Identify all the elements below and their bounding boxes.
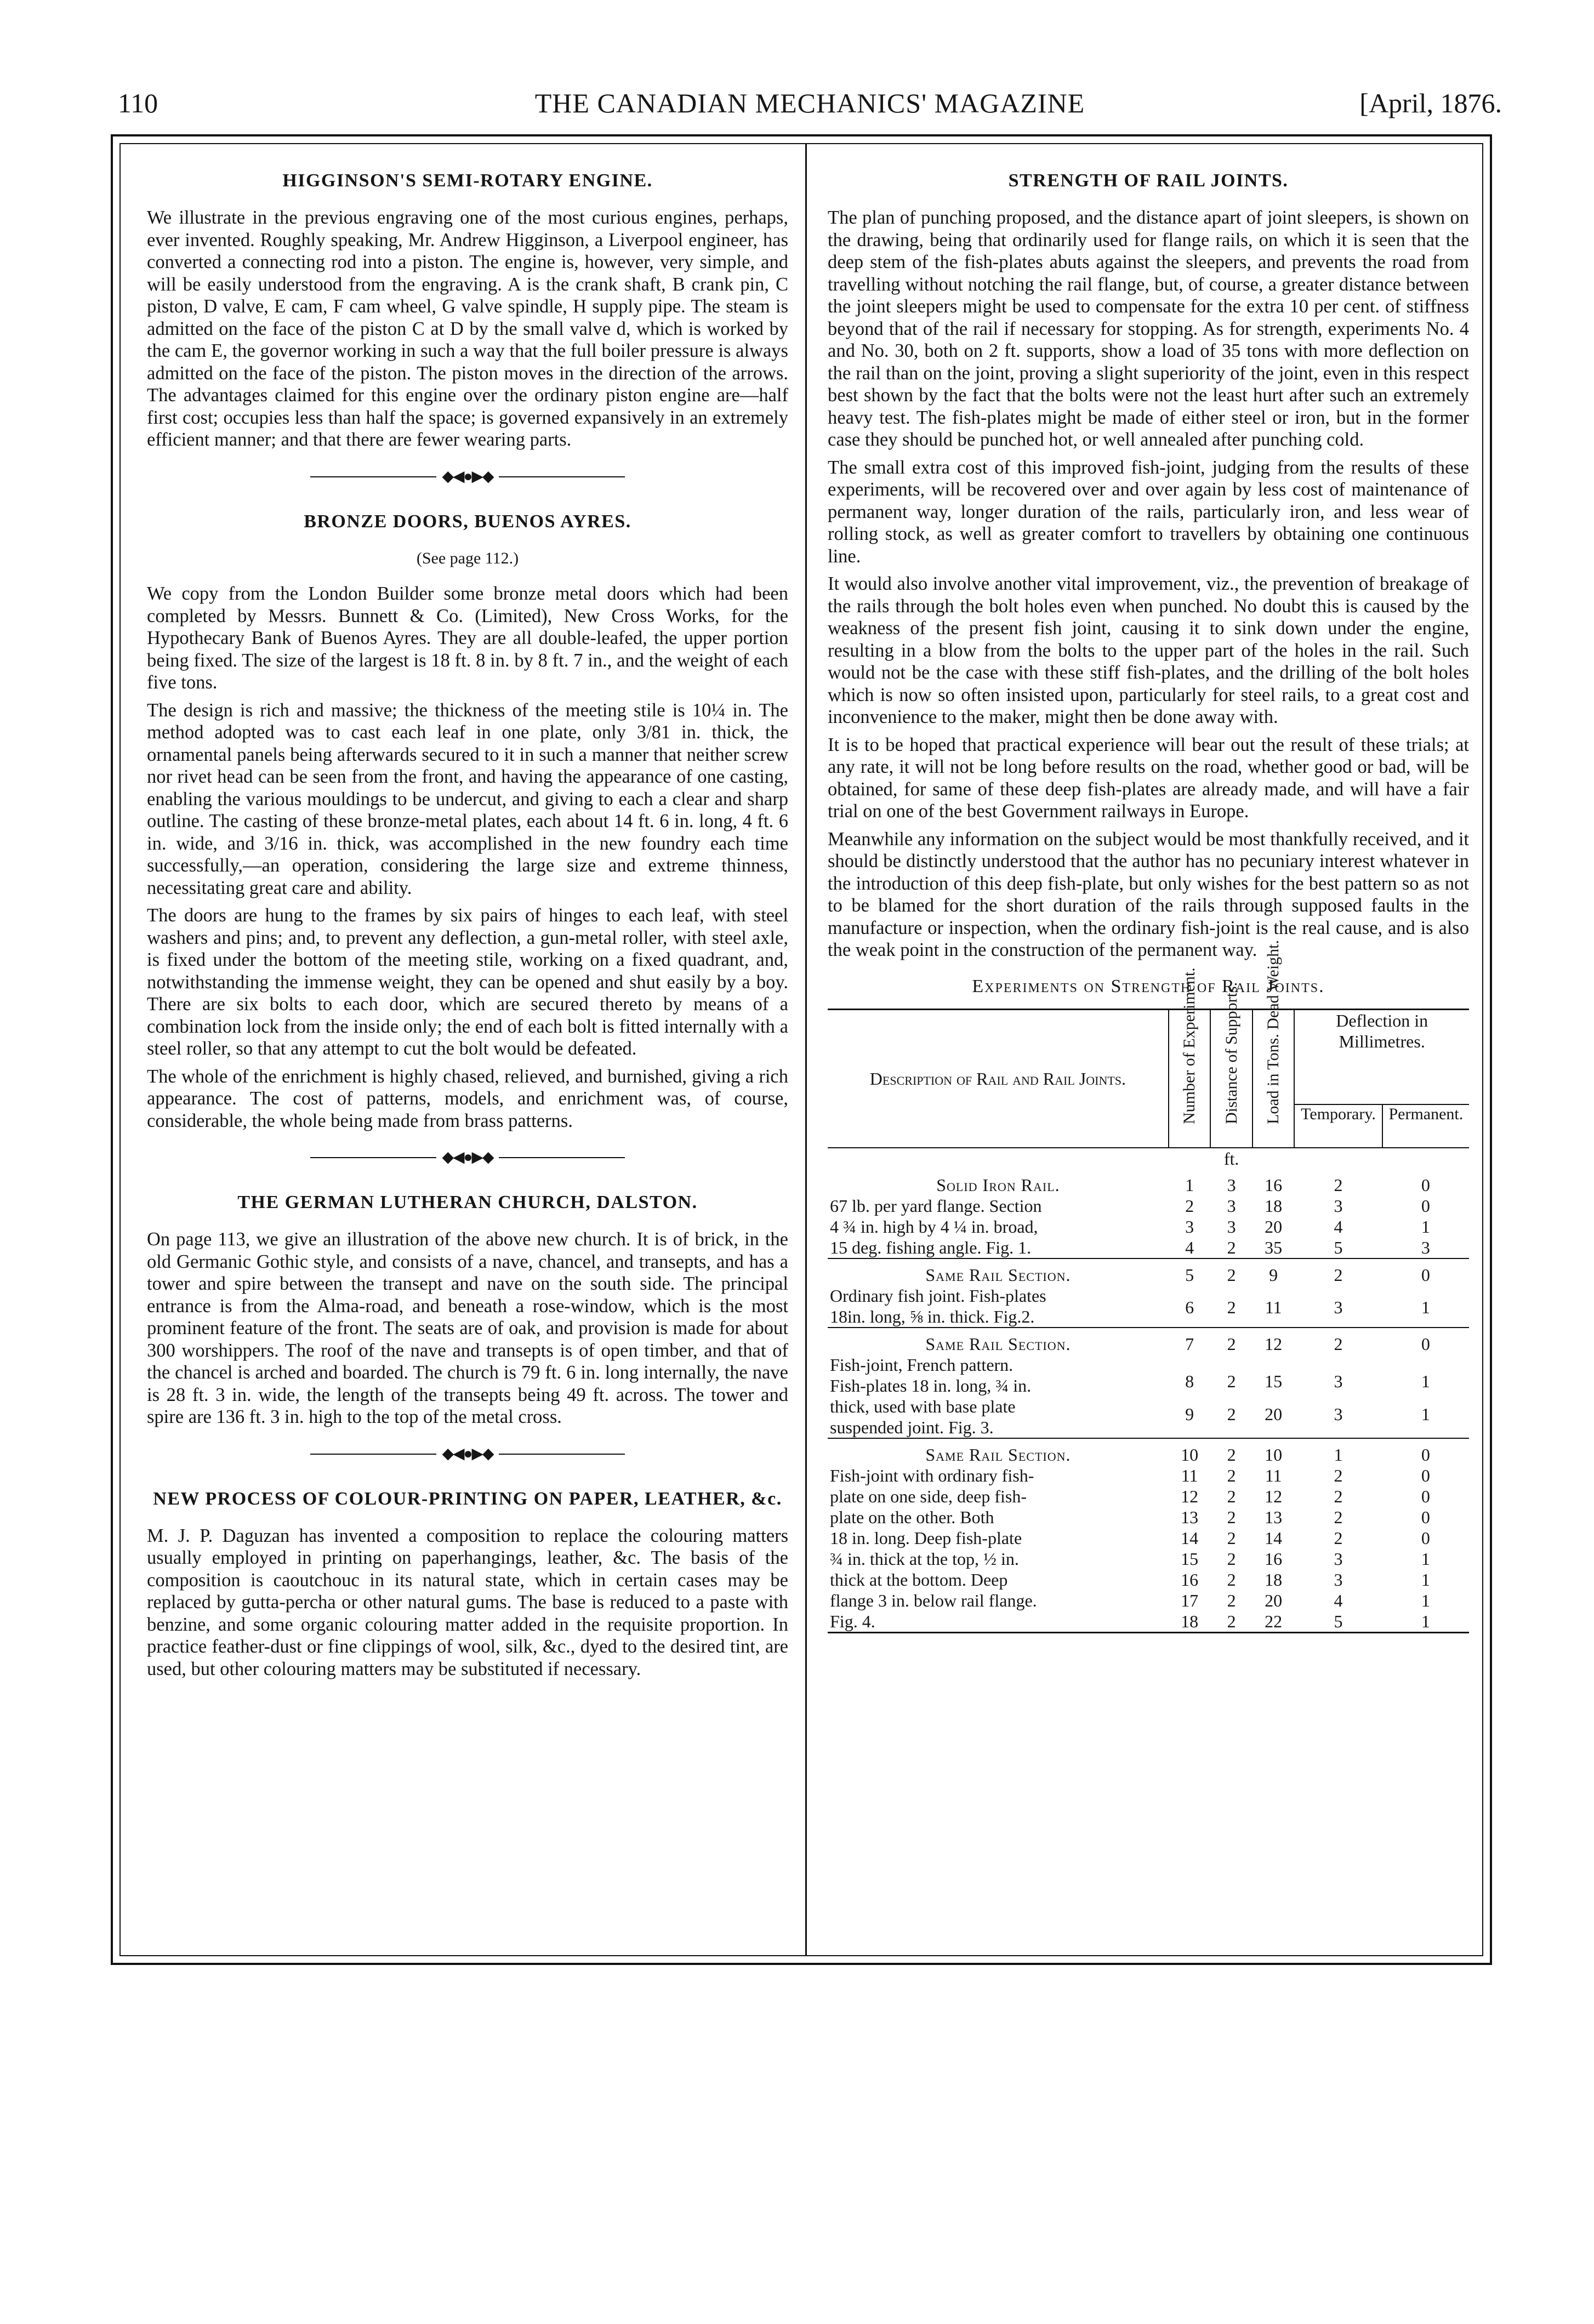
distance-header: Distance of Supports. <box>1210 1010 1253 1148</box>
article-paragraph: We illustrate in the previous engraving one of the most curious engines, perhaps, ever invented. Roughly speaking, Mr. Andrew Higginson, a Liverpool engineer, has converted a connecting rod into a piston. The engine is, however, very simple, and will be easily understood from the engraving. A is the crank shaft, B crank pin, C piston, D valve, E cam, F cam wheel, G valve spindle, H supply pipe. The steam is admitted on the face of the piston C at D by the small valve d, which is worked by the cam E, the governor working in such a way that the full boiler pressure is always admitted on the face of the piston. The piston moves in the direction of the arrows. The advantages claimed for this engine over the ordinary piston engine are—half first cost; occupies less than half the space; is governed expansively in an extremely efficient manner; and that there are fewer wearing parts. <box>147 207 788 450</box>
description-line: suspended joint. Fig. 3. <box>830 1417 994 1437</box>
temporary-deflection: 2 <box>1294 1258 1382 1297</box>
group-title: Same Rail Section. <box>925 1265 1071 1285</box>
permanent-deflection: 0 <box>1421 1528 1430 1548</box>
description-line: thick, used with base plate <box>830 1397 1016 1416</box>
load-tons: 10 <box>1253 1438 1295 1465</box>
permanent-deflection: 0 <box>1421 1196 1430 1216</box>
group-title: Same Rail Section. <box>925 1334 1071 1354</box>
load-tons: 11 <box>1265 1297 1282 1318</box>
article-paragraph: The whole of the enrichment is highly chased, relieved, and burnished, giving a rich appearance. The cost of patterns, models, and enrichment was, of course, considerable, the whole being made from brass patterns. <box>147 1066 788 1131</box>
permanent-deflection: 0 <box>1382 1328 1469 1371</box>
experiment-number: 4 <box>1185 1238 1194 1257</box>
experiment-number: 10 <box>1169 1438 1211 1465</box>
experiment-number: 15 <box>1181 1549 1199 1569</box>
temporary-deflection: 3 <box>1334 1570 1343 1590</box>
temporary-deflection: 5 <box>1334 1611 1343 1631</box>
description-line: 18 in. long. Deep fish-plate <box>830 1528 1022 1548</box>
permanent-deflection: 0 <box>1382 1438 1469 1465</box>
article-paragraph: It is to be hoped that practical experience will bear out the result of these trials; at any rate, it will not be long before results on the road, whether good or bad, will be obtained, for same of these deep fish-plates are already made, and will have a fair trial on one of the best Government railways in Europe. <box>828 734 1469 822</box>
description-header: Description of Rail and Rail Joints. <box>828 1010 1169 1148</box>
permanent-deflection: 0 <box>1421 1466 1430 1485</box>
permanent-deflection: 1 <box>1421 1611 1430 1631</box>
page-header <box>118 87 1502 125</box>
group-title: Same Rail Section. <box>925 1445 1071 1465</box>
row-description <box>828 1328 1169 1438</box>
ornament-icon: ◆◀●▶◆ <box>442 468 493 485</box>
permanent-deflection: 1 <box>1421 1549 1430 1569</box>
separator-line <box>499 1157 625 1158</box>
separator-line <box>499 1454 625 1455</box>
separator-line <box>310 476 436 477</box>
deflection-header: Deflection in Millimetres. <box>1294 1010 1469 1104</box>
separator-line <box>499 476 625 477</box>
temporary-deflection: 2 <box>1334 1507 1343 1527</box>
article-paragraph: The plan of punching proposed, and the distance apart of joint sleepers, is shown on the drawing, being that ordinarily used for flange rails, on which it is seen that the deep stem of the fish-plates abuts against the sleepers, and prevents the road from travelling without notching the rail flange, but, of course, a greater distance between the joint sleepers might be used to compensate for the extra 10 per cent. of stiffness beyond that of the rail if necessary for stopping. As for strength, experiments No. 4 and No. 30, both on 2 ft. supports, show a load of 35 tons with more deflection on the rail than on the joint, proving a slight superiority of the joint, even in this respect best shown by the fact that the bolts were not the least hurt after such an extremely heavy test. The fish-plates might be made of either steel or iron, but in the former case they should be punched hot, or well annealed after punching cold. <box>828 207 1469 450</box>
permanent-deflection: 1 <box>1421 1297 1430 1318</box>
experiment-number: 11 <box>1181 1466 1198 1485</box>
description-line: Fish-joint, French pattern. <box>830 1355 1014 1375</box>
permanent-deflection: 0 <box>1421 1175 1430 1195</box>
experiment-number: 8 <box>1185 1371 1194 1391</box>
temporary-deflection: 1 <box>1294 1438 1382 1465</box>
load-tons: 14 <box>1265 1528 1283 1548</box>
support-distance: 2 <box>1227 1611 1236 1631</box>
article-title: BRONZE DOORS, BUENOS AYRES. <box>304 511 631 532</box>
permanent-deflection: 1 <box>1421 1217 1430 1237</box>
support-distance: 2 <box>1227 1507 1236 1527</box>
load-tons: 20 <box>1265 1591 1283 1610</box>
ornament-icon: ◆◀●▶◆ <box>442 1149 493 1166</box>
experiment-number: 9 <box>1185 1404 1194 1425</box>
experiment-number: 16 <box>1181 1570 1199 1590</box>
description-line: 18in. long, ⅝ in. thick. Fig.2. <box>830 1307 1035 1326</box>
experiment-number: 18 <box>1181 1611 1199 1631</box>
description-line: Fish-plates 18 in. long, ¾ in. <box>830 1376 1032 1395</box>
experiment-number: 13 <box>1181 1507 1199 1527</box>
article-title: STRENGTH OF RAIL JOINTS. <box>1008 170 1289 191</box>
temporary-deflection: 2 <box>1294 1328 1382 1371</box>
support-distance: 3 <box>1227 1196 1236 1216</box>
column-rule <box>805 144 807 1955</box>
support-distance: 2 <box>1210 1328 1253 1371</box>
support-distance: 2 <box>1210 1438 1253 1465</box>
load-tons: 22 <box>1265 1611 1283 1631</box>
article-paragraph: The doors are hung to the frames by six pairs of hinges to each leaf, with steel washers and pins; and, to prevent any deflection, a gun-metal roller, with steel axle, is fixed under the bottom of the meeting stile, working on a fixed quadrant, and, notwithstanding the immense weight, they can be opened and shut easily by a boy. There are six bolts to each door, which are secured thereto by means of a combination lock from the inside only; the end of each bolt is fitted internally with a steel roller, so that any attempt to cut the bolt would be defeated. <box>147 905 788 1059</box>
description-line: 67 lb. per yard flange. Section <box>830 1196 1042 1216</box>
article-german-church <box>147 1191 788 1428</box>
experiment-number: 1 <box>1185 1175 1194 1195</box>
support-distance: 2 <box>1227 1549 1236 1569</box>
support-distance: 2 <box>1227 1528 1236 1548</box>
experiment-number: 3 <box>1185 1217 1194 1237</box>
table-row <box>828 1328 1469 1371</box>
units-row <box>828 1148 1469 1169</box>
experiment-number: 14 <box>1181 1528 1199 1548</box>
load-tons: 20 <box>1265 1217 1283 1237</box>
permanent-header: Permanent. <box>1382 1104 1469 1148</box>
support-distance: 2 <box>1227 1466 1236 1485</box>
temporary-deflection: 4 <box>1334 1591 1343 1610</box>
article-note: (See page 112.) <box>416 549 519 567</box>
temporary-deflection: 2 <box>1334 1528 1343 1548</box>
article-paragraph: The design is rich and massive; the thickness of the meeting stile is 10¼ in. The method adopted was to cast each leaf in one plate, only 3/81 in. thick, the ornamental panels being afterwards secured to it in such a manner that neither screw nor rivet head can be seen from the front, and having the appearance of one casting, enabling the various mouldings to be undercut, and giving to each a clear and sharp outline. The casting of these bronze-metal plates, each about 14 ft. 6 in. long, 4 ft. 6 in. wide, and 3/16 in. thick, was accomplished in the new foundry each time successfully,—an operation, considering the large size and extreme thinness, necessitating great care and ability. <box>147 699 788 898</box>
support-distance: 3 <box>1227 1175 1236 1195</box>
separator-line <box>310 1454 436 1455</box>
article-colour-printing <box>147 1488 788 1681</box>
support-distance: 2 <box>1210 1258 1253 1297</box>
temporary-deflection: 3 <box>1334 1371 1343 1391</box>
permanent-deflection: 1 <box>1421 1371 1430 1391</box>
table-row <box>828 1258 1469 1297</box>
temporary-header: Temporary. <box>1294 1104 1382 1148</box>
load-header: Load in Tons. Dead Weight. <box>1253 1010 1295 1148</box>
support-distance: 2 <box>1227 1371 1236 1391</box>
unit-label: ft. <box>1223 1149 1239 1169</box>
description-line: ¾ in. thick at the top, ½ in. <box>830 1549 1019 1569</box>
article-bronze-doors <box>147 510 788 1132</box>
article-title: NEW PROCESS OF COLOUR-PRINTING ON PAPER, LEATHER, &c. <box>153 1488 782 1509</box>
description-line: Fish-joint with ordinary fish- <box>830 1466 1034 1485</box>
section-separator <box>147 1144 788 1171</box>
right-column <box>828 169 1469 1633</box>
temporary-deflection: 2 <box>1334 1466 1343 1485</box>
table-body <box>828 1148 1469 1633</box>
temporary-deflection: 3 <box>1334 1196 1343 1216</box>
support-distance: 3 <box>1227 1217 1236 1237</box>
permanent-deflection: 1 <box>1421 1591 1430 1610</box>
description-line: Ordinary fish joint. Fish-plates <box>830 1286 1046 1306</box>
temporary-deflection: 4 <box>1334 1217 1343 1237</box>
temporary-deflection: 5 <box>1334 1238 1343 1257</box>
permanent-deflection: 0 <box>1421 1486 1430 1506</box>
load-tons: 16 <box>1265 1175 1283 1195</box>
load-tons: 16 <box>1265 1549 1283 1569</box>
support-distance: 2 <box>1227 1486 1236 1506</box>
description-line: thick at the bottom. Deep <box>830 1570 1008 1590</box>
load-tons: 15 <box>1265 1371 1283 1391</box>
experiment-number: 6 <box>1185 1297 1194 1318</box>
row-description <box>828 1258 1169 1328</box>
row-description <box>828 1169 1169 1258</box>
ornament-icon: ◆◀●▶◆ <box>442 1445 493 1462</box>
section-separator <box>147 463 788 491</box>
article-paragraph: M. J. P. Daguzan has invented a composition to replace the colouring matters usually employed in printing on paperhangings, leather, &c. The basis of the composition is caoutchouc in its natural state, which in certain cases may be replaced by gutta-percha or other natural gums. The base is reduced to a paste with benzine, and some organic colouring matter added in the requisite proportion. In practice feather-dust or fine clippings of wool, silk, &c., dyed to the desired tint, are used, but other colouring matters may be substituted if necessary. <box>147 1525 788 1679</box>
temporary-deflection: 2 <box>1334 1486 1343 1506</box>
permanent-deflection: 1 <box>1421 1570 1430 1590</box>
experiment-number: 5 <box>1169 1258 1211 1297</box>
load-tons: 12 <box>1265 1486 1283 1506</box>
load-tons: 18 <box>1265 1570 1283 1590</box>
experiment-number: 2 <box>1185 1196 1194 1216</box>
article-paragraph: Meanwhile any information on the subject would be most thankfully received, and it should be distinctly understood that the author has no pecuniary interest whatever in the introduction of this deep fish-plate, but only wishes for the best pattern so as not to be blamed for the short duration of the rails through supposed faults in the manufacture or inspection, when the ordinary fish-joint is the real cause, and is also the weak point in the construction of the permanent way. <box>828 828 1469 960</box>
temporary-deflection: 3 <box>1334 1297 1343 1318</box>
description-line: flange 3 in. below rail flange. <box>830 1591 1037 1610</box>
support-distance: 2 <box>1227 1591 1236 1610</box>
article-paragraph: On page 113, we give an illustration of the above new church. It is of brick, in the old Germanic Gothic style, and consists of a nave, chancel, and transepts, and has a tower and spire between the transept and nave on the south side. The principal entrance is from the Alma-road, and beneath a rose-window, which is the most prominent feature of the front. The seats are of oak, and provision is made for about 300 worshippers. The roof of the nave and transepts is of open timber, and that of the chancel is arched and boarded. The church is 79 ft. 6 in. long internally, the nave is 28 ft. 3 in. wide, the length of the transepts being 49 ft. across. The tower and spire are 136 ft. 3 in. high to the top of the metal cross. <box>147 1229 788 1427</box>
description-line: plate on the other. Both <box>830 1507 994 1527</box>
support-distance: 2 <box>1227 1404 1236 1425</box>
support-distance: 2 <box>1227 1238 1236 1257</box>
permanent-deflection: 3 <box>1421 1238 1430 1257</box>
article-paragraph: It would also involve another vital improvement, viz., the prevention of breakage of the rails through the bolt holes even when punched. No doubt this is caused by the weakness of the present fish joint, causing it to sink down under the engine, resulting in a blow from the bolts to the upper part of the holes in the rail. Such would not be the case with these stiff fish-plates, and the drilling of the bolt holes which is now so often insisted upon, particularly for steel rails, to a great cost and inconvenience to the maker, might then be done away with. <box>828 573 1469 727</box>
temporary-deflection: 2 <box>1334 1175 1343 1195</box>
article-paragraph: The small extra cost of this improved fish-joint, judging from the results of these experiments, will be recovered over and over again by less cost of maintenance of permanent way, longer duration of the rails, particularly iron, and less wear of rolling stock, as well as greater comfort to travellers by obtaining one continuous line. <box>828 457 1469 567</box>
load-tons: 9 <box>1253 1258 1295 1297</box>
load-tons: 35 <box>1265 1238 1283 1257</box>
load-tons: 18 <box>1265 1196 1283 1216</box>
description-line: 4 ¾ in. high by 4 ¼ in. broad, <box>830 1217 1038 1237</box>
load-tons: 20 <box>1265 1404 1283 1425</box>
experiment-number: 17 <box>1181 1591 1199 1610</box>
separator-line <box>310 1157 436 1158</box>
experiment-number: 12 <box>1181 1486 1199 1506</box>
group-title: Solid Iron Rail. <box>936 1175 1060 1195</box>
support-distance: 2 <box>1227 1570 1236 1590</box>
table-row <box>828 1169 1469 1195</box>
magazine-title: THE CANADIAN MECHANICS' MAGAZINE <box>534 88 1085 118</box>
experiment-number: 7 <box>1169 1328 1211 1371</box>
number-header: Number of Experiment. <box>1169 1010 1211 1148</box>
issue-date: [April, 1876. <box>1359 88 1502 118</box>
permanent-deflection: 0 <box>1382 1258 1469 1297</box>
article-paragraph: We copy from the London Builder some bronze metal doors which had been completed by Messrs. Bunnett & Co. (Limited), New Cross Works, for the Hypothecary Bank of Buenos Ayres. They are all double-leafed, the upper portion being fixed. The size of the largest is 18 ft. 8 in. by 8 ft. 7 in., and the weight of each five tons. <box>147 583 788 693</box>
load-tons: 11 <box>1265 1466 1282 1485</box>
permanent-deflection: 1 <box>1421 1404 1430 1425</box>
article-title: HIGGINSON'S SEMI-ROTARY ENGINE. <box>282 170 653 191</box>
temporary-deflection: 3 <box>1334 1549 1343 1569</box>
load-tons: 13 <box>1265 1507 1283 1527</box>
load-tons: 12 <box>1253 1328 1295 1371</box>
description-line: Fig. 4. <box>830 1611 875 1631</box>
temporary-deflection: 3 <box>1334 1404 1343 1425</box>
page-frame <box>111 134 1492 1965</box>
description-line: plate on one side, deep fish- <box>830 1486 1027 1506</box>
section-separator <box>147 1440 788 1468</box>
description-line: 15 deg. fishing angle. Fig. 1. <box>830 1238 1032 1257</box>
article-higginson <box>147 169 788 451</box>
table-title: Experiments on Strength of Rail Joints. <box>972 976 1325 996</box>
page-number: 110 <box>118 88 158 118</box>
permanent-deflection: 0 <box>1421 1507 1430 1527</box>
table-row <box>828 1438 1469 1465</box>
support-distance: 2 <box>1227 1297 1236 1318</box>
left-column <box>147 169 788 1685</box>
row-description <box>828 1438 1169 1633</box>
article-title: THE GERMAN LUTHERAN CHURCH, DALSTON. <box>237 1192 698 1212</box>
